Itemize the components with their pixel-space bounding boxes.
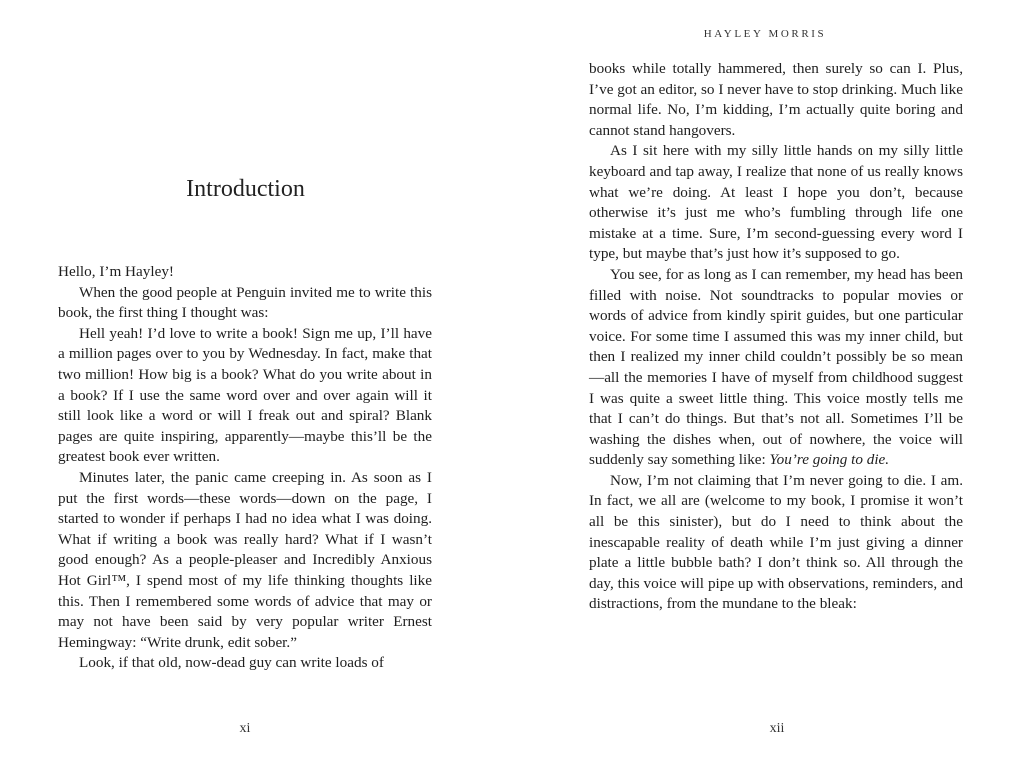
right-page-body [589,59,963,615]
right-page [510,0,1020,765]
paragraph-text: You see, for as long as I can remember, my head has been filled with noise. Not soundtracks to popular movies or words of advice from kindly spirit guides, but one particular voice. For some time I assumed this was my inner child, but then I realized my inner child couldn’t possibly be so mean—all the memories I have of myself from childhood suggest I was quite a sweet little thing. This voice mostly tells me that I can’t do things. But that’s not all. Sometimes I’ll be washing the dishes when, out of nowhere, the voice will suddenly say something like: [589,265,963,469]
chapter-title: Introduction [186,176,305,202]
running-head: HAYLEY MORRIS [703,28,827,40]
paragraph: Hello, I’m Hayley! [58,263,174,280]
paragraph: As I sit here with my silly little hands on my silly little keyboard and tap away, I realize that none of us really knows what we’re doing. At least I hope you don’t, because otherwise it’s just me who’s fumbling through life one mistake at a time. Sure, I’m second-guessing every word I type, but maybe that’s just how it’s supposed to go. [589,142,963,263]
paragraph: books while totally hammered, then surely so can I. Plus, I’ve got an editor, so I never have to stop drinking. Much like normal life. No, I’m kidding, I’m actually quite boring and cannot stand hangovers. [589,60,963,139]
left-page-body [58,262,432,674]
page-number: xii [769,721,785,736]
paragraph: When the good people at Penguin invited me to write this book, the first thing I thought was: [58,283,432,322]
italic-phrase: You’re going to die. [769,451,890,469]
paragraph [589,265,963,471]
page-number: xi [239,721,251,736]
paragraph: Minutes later, the panic came creeping in. As soon as I put the first words—these words—down on the page, I started to wonder if perhaps I had no idea what I was doing. What if writing a book was really hard? What if I wasn’t good enough? As a people-pleaser and Incredibly Anxious Hot Girl™, I spend most of my life thinking thoughts like this. Then I remembered some words of advice that may or may not have been said by very popular writer Ernest Hemingway: “Write drunk, edit sober.” [58,468,432,651]
paragraph: Now, I’m not claiming that I’m never going to die. I am. In fact, we all are (welcome to my book, I promise it won’t all be this sinister), but do I need to think about the inescapable reality of death while I’m just giving a dinner plate a little bubble bath? I don’t think so. All through the day, this voice will pipe up with observations, reminders, and distractions, from the mundane to the bleak: [589,471,963,613]
paragraph: Hell yeah! I’d love to write a book! Sign me up, I’ll have a million pages over to you by Wednesday. In fact, make that two million! How big is a book? What do you write about in a book? If I use the same word over and over again will it still look like a word or will I freak out and spiral? Blank pages are quite inspiring, apparently—maybe this’ll be the greatest book ever written. [58,324,432,466]
paragraph: Look, if that old, now-dead guy can write loads of [79,654,384,672]
